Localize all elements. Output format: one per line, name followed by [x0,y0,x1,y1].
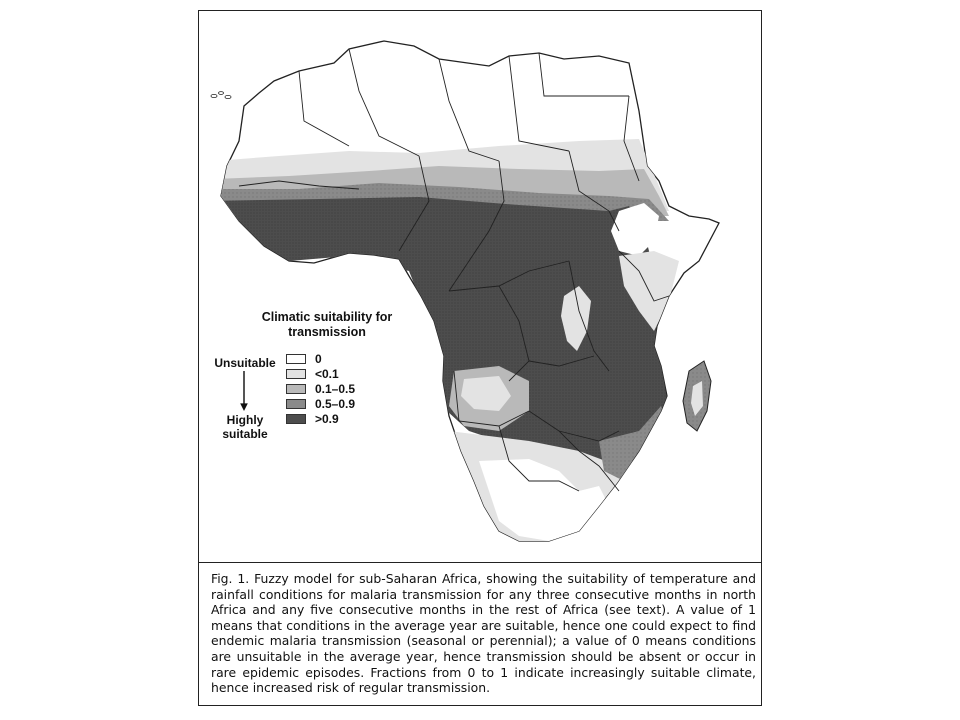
legend-swatch-4 [286,414,306,424]
legend-row-4 [286,412,339,425]
down-arrow-icon [239,371,249,411]
canary-islands [211,92,231,99]
legend-row-2 [286,382,355,395]
legend-label-unsuitable: Unsuitable [214,356,276,370]
legend-label-0: 0 [315,351,322,366]
legend-row-0 [286,352,322,365]
legend-swatch-2 [286,384,306,394]
caption-frame [199,562,761,705]
legend-label-1: <0.1 [315,366,339,381]
legend-row-1 [286,367,339,380]
legend-swatch-3 [286,399,306,409]
legend-label-2: 0.1–0.5 [315,381,356,396]
legend-label-highly-suitable: Highly suitable [222,413,268,441]
legend-swatch-1 [286,369,306,379]
legend-label-4: >0.9 [315,411,339,426]
legend-swatch-0 [286,354,306,364]
figure-caption: Fig. 1. Fuzzy model for sub-Saharan Africa, showing the suitability of temperature and rainfall conditions for malaria transmission for any three consecutive months in north Africa and any five consecutive months in the rest of Africa (see text). A value of 1 means that conditions in the average year are suitable, hence one could expect to find endemic malaria transmission (seasonal or perennial); a value of 0 means conditions are unsuitable in the average year, hence transmission should be absent or occur in rare epidemic episodes. Fractions from 0 to 1 indicate increasingly suitable climate, hence increased risk of regular transmission. [211,571,756,696]
legend-label-3: 0.5–0.9 [315,396,356,411]
figure-frame [198,10,762,706]
africa-suitability-map [199,11,761,561]
legend-title: Climatic suitability for transmission [261,310,393,339]
legend-row-3 [286,397,355,410]
